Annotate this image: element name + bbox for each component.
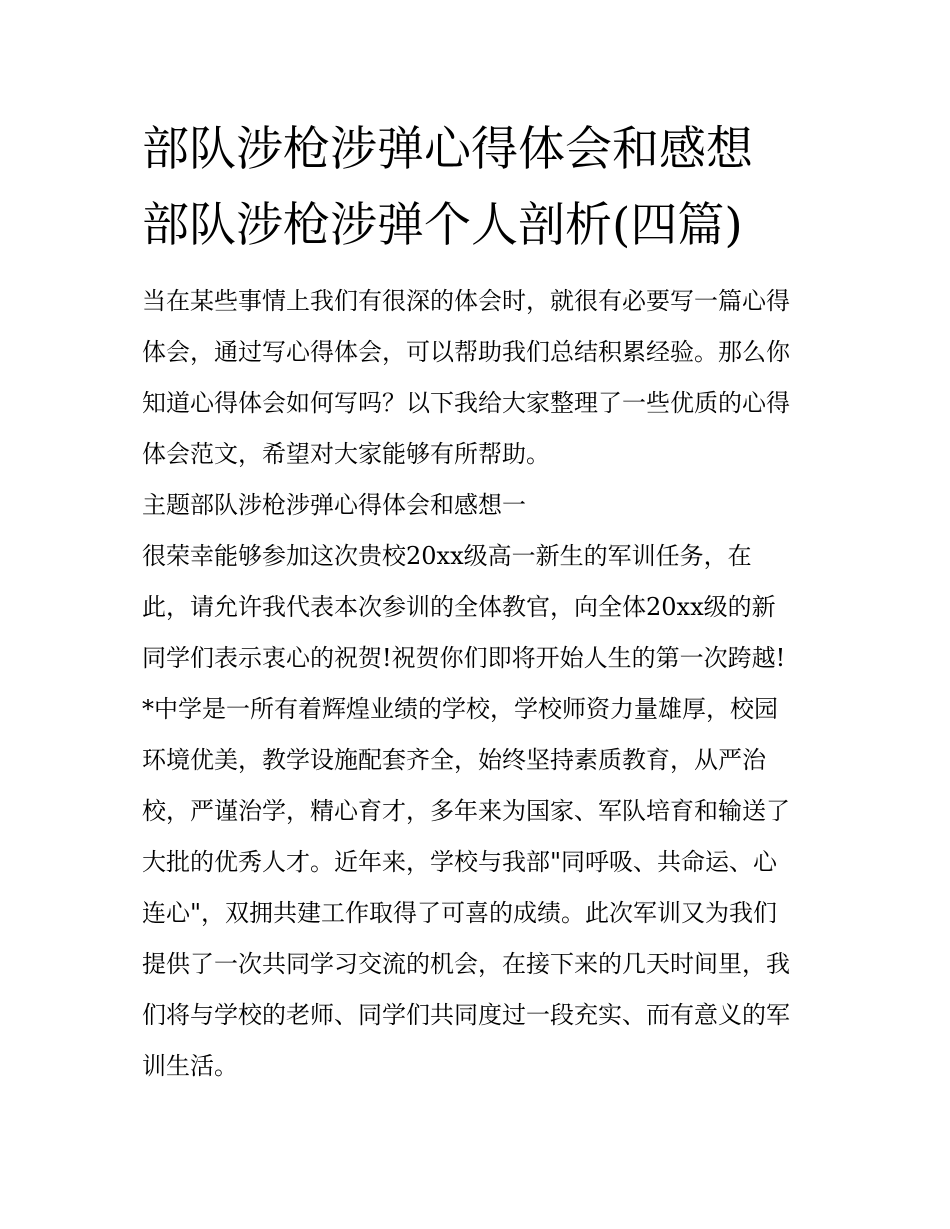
body-line: 校，严谨治学，精心育才，多年来为国家、军队培育和输送了 xyxy=(142,797,790,825)
body-line: 连心"，双拥共建工作取得了可喜的成绩。此次军训又为我们 xyxy=(142,899,778,927)
document-page xyxy=(142,112,814,1092)
body-line: 此，请允许我代表本次参训的全体教官，向全体20xx级的新 xyxy=(142,593,776,621)
document-body xyxy=(142,276,814,1092)
body-line: 同学们表示衷心的祝贺!祝贺你们即将开始人生的第一次跨越! xyxy=(142,644,786,672)
body-line: 体会范文，希望对大家能够有所帮助。 xyxy=(142,440,550,468)
body-line: 提供了一次共同学习交流的机会，在接下来的几天时间里，我 xyxy=(142,950,790,978)
title-line-2: 部队涉枪涉弹个人剖析(四篇) xyxy=(142,198,743,253)
title-line-1: 部队涉枪涉弹心得体会和感想 xyxy=(142,122,753,177)
body-line: 体会，通过写心得体会，可以帮助我们总结积累经验。那么你 xyxy=(142,338,790,366)
body-line: 大批的优秀人才。近年来，学校与我部"同呼吸、共命运、心 xyxy=(142,848,778,876)
body-line: 当在某些事情上我们有很深的体会时，就很有必要写一篇心得 xyxy=(142,287,790,315)
body-line: 们将与学校的老师、同学们共同度过一段充实、而有意义的军 xyxy=(142,1001,790,1029)
body-line: 环境优美，教学设施配套齐全，始终坚持素质教育，从严治 xyxy=(142,746,766,774)
section-heading: 主题部队涉枪涉弹心得体会和感想一 xyxy=(142,491,526,519)
document-title xyxy=(142,112,814,264)
body-line: *中学是一所有着辉煌业绩的学校，学校师资力量雄厚，校园 xyxy=(142,695,778,723)
body-line: 训生活。 xyxy=(142,1052,238,1080)
body-line: 知道心得体会如何写吗？以下我给大家整理了一些优质的心得 xyxy=(142,389,790,417)
body-line: 很荣幸能够参加这次贵校20xx级高一新生的军训任务，在 xyxy=(142,542,752,570)
